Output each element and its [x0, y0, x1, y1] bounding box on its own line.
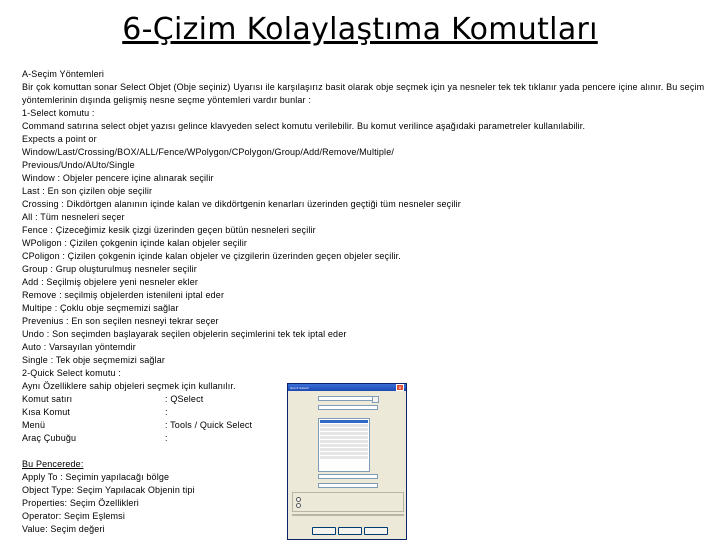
command-row-label: Kısa Komut — [22, 407, 71, 417]
text-line: Group : Grup oluşturulmuş nesneler seçilir — [22, 264, 197, 274]
dialog-title: Quick Select — [290, 385, 309, 390]
text-line: Previous/Undo/AUto/Single — [22, 160, 135, 170]
text-line: All : Tüm nesneleri seçer — [22, 212, 125, 222]
panel-line: Object Type: Seçim Yapılacak Objenin tipi — [22, 485, 195, 495]
text-line: 1-Select komutu : — [22, 108, 95, 118]
command-row-label: Komut satırı — [22, 394, 73, 404]
object-type-row — [292, 405, 378, 410]
radio-include — [296, 497, 301, 502]
text-line: Add : Seçilmiş objelere yeni nesneler ekler — [22, 277, 199, 287]
command-row-value: : — [165, 407, 168, 417]
text-line: Prevenius : En son seçilen nesneyi tekrar seçer — [22, 316, 219, 326]
value-row — [292, 483, 378, 488]
apply-to-combo — [318, 396, 378, 401]
text-line: Remove : seçilmiş objelerden istenileni iptal eder — [22, 290, 225, 300]
value-combo — [318, 483, 378, 488]
command-row-value: : Tools / Quick Select — [165, 420, 253, 430]
text-line: Aynı Özelliklere sahip objeleri seçmek için kullanılır. — [22, 381, 236, 391]
how-to-apply-group — [292, 492, 404, 512]
text-line: Undo : Son seçimden başlayarak seçilen objelerin seçimlerini tek tek iptal eder — [22, 329, 347, 339]
panel-heading: Bu Pencerede: — [22, 459, 84, 469]
text-line: 2-Quick Select komutu : — [22, 368, 121, 378]
radio-exclude — [296, 503, 301, 508]
text-line: Last : En son çizilen obje seçilir — [22, 186, 153, 196]
operator-row — [292, 474, 378, 479]
panel-line: Properties: Seçim Özellikleri — [22, 498, 139, 508]
text-line: Command satırına select objet yazısı gelince klavyeden select komutu verilebilir. Bu komut verilince aşağıdaki parametreler kullanılabilir. — [22, 121, 586, 131]
command-row-label: Araç Çubuğu — [22, 433, 77, 443]
text-line: Auto : Varsayılan yöntemdir — [22, 342, 136, 352]
panel-line: Apply To : Seçimin yapılacağı bölge — [22, 472, 170, 482]
close-icon: × — [396, 384, 404, 391]
operator-combo — [318, 474, 378, 479]
properties-list — [318, 418, 370, 472]
text-line: Multipe : Çoklu obje seçmemizi sağlar — [22, 303, 179, 313]
panel-line: Operator: Seçim Eşlemsi — [22, 511, 125, 521]
select-objects-icon — [372, 396, 379, 403]
text-line: Window/Last/Crossing/BOX/ALL/Fence/WPolygon/CPolygon/Group/Add/Remove/Multiple/ — [22, 147, 395, 157]
text-line: Fence : Çizeceğimiz kesik çizgi üzerinden geçen bütün nesneleri seçilir — [22, 225, 316, 235]
command-row-label: Menü — [22, 420, 46, 430]
text-line: Single : Tek obje seçmemizi sağlar — [22, 355, 165, 365]
dialog-title-bar — [288, 384, 406, 391]
text-line: A-Seçim Yöntemleri — [22, 69, 105, 79]
text-line: Window : Objeler pencere içine alınarak seçilir — [22, 173, 214, 183]
text-line: CPoligon : Çizilen çokgenin içinde kalan objeler ve çizgilerin üzerinden geçen objeler seçilir. — [22, 251, 401, 261]
object-type-combo — [318, 405, 378, 410]
command-row-value: : — [165, 433, 168, 443]
cancel-button — [338, 527, 362, 535]
apply-to-row — [292, 396, 378, 401]
text-line: Bir çok komuttan sonar Select Objet (Obje seçiniz) Uyarısı ile karşılaşırız basit olarak obje seçmek için ya nesneler tek tek tıklanır yada pencere içine alınır. Bu seçim yöntemlerinin dışında gelişmiş nesne seçme yöntemleri vardır bunlar : — [22, 82, 705, 105]
page-title: 6-Çizim Kolaylaştıma Komutları — [122, 12, 598, 47]
text-line: WPoligon : Çizilen çokgenin içinde kalan objeler seçilir — [22, 238, 248, 248]
help-button — [364, 527, 388, 535]
quick-select-dialog-image — [287, 383, 407, 540]
divider — [292, 514, 404, 516]
text-line: Crossing : Dikdörtgen alanının içinde kalan ve dikdörtgenin kenarları üzerinden geçtiği tüm nesneler seçilir — [22, 199, 461, 209]
text-line: Expects a point or — [22, 134, 97, 144]
ok-button — [312, 527, 336, 535]
panel-line: Value: Seçim değeri — [22, 524, 105, 534]
command-row-value: : QSelect — [165, 394, 204, 404]
